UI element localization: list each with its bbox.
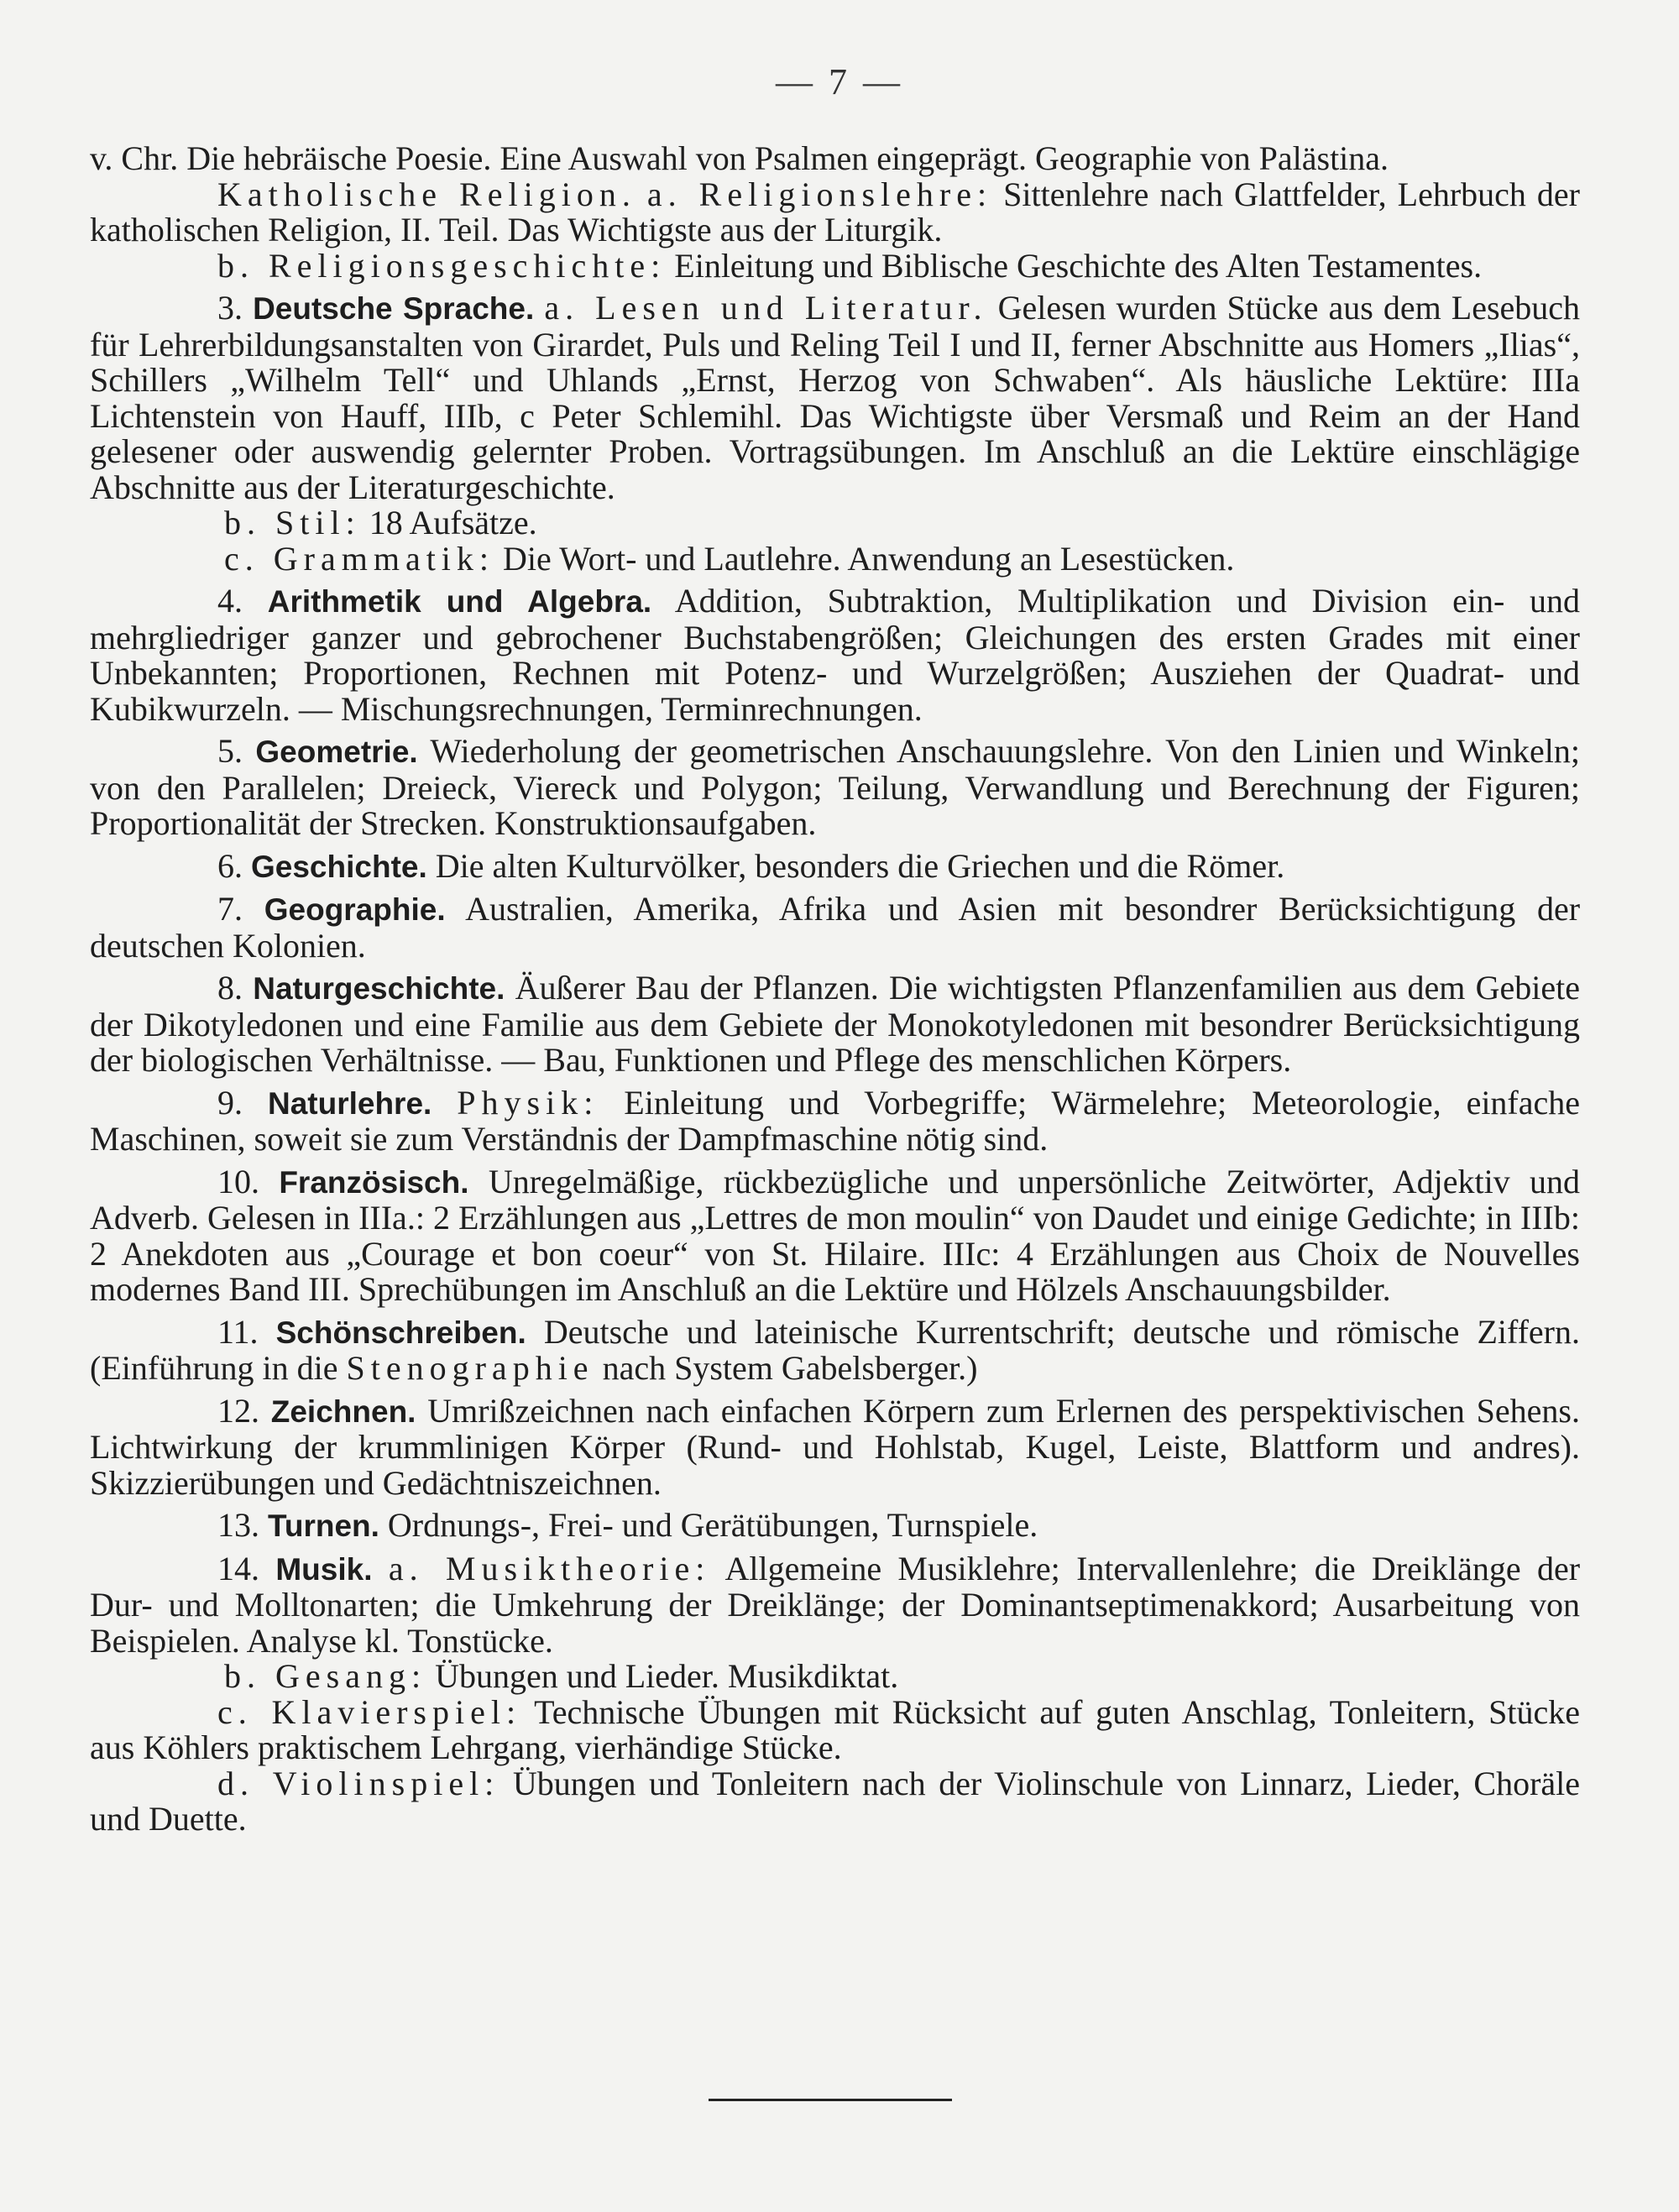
paragraph-text: Einleitung und Vorbegriffe; Wärmelehre; Meteorologie, einfache Maschinen, soweit sie zum Verständnis der Dampfmaschine nötig sind. (90, 1083, 1581, 1158)
section-zeichnen (90, 1391, 1581, 1502)
religion-text: v. Chr. Die hebräische Poesie. Eine Auswahl von Psalmen eingeprägt. Geographie von Palästina. (90, 139, 1389, 177)
paragraph-text: Äußerer Bau der Pflanzen. Die wichtigsten Pflanzenfamilien aus dem Gebiete der Dikotyledonen und eine Familie aus dem Gebiete der Monokotyledonen mit besondrer Berücksichtigung der biologischen Verhältnisse. — Bau, Funktionen und Pflege des menschlichen Körpers. (90, 969, 1581, 1079)
section-number: 11. (217, 1312, 259, 1351)
section-franzoesisch (90, 1164, 1580, 1308)
paragraph-text: 18 Aufsätze. (369, 504, 537, 541)
subheading: b. Stil: (224, 504, 361, 541)
deutsch-grammatik (90, 541, 1580, 578)
paragraph-text: Sittenlehre nach Glattfelder, Lehrbuch der katholischen Religion, II. Teil. Das Wichtigste aus der Liturgik. (90, 175, 1580, 248)
musik-gesang (90, 1659, 1580, 1695)
subheading: Physik: (457, 1083, 599, 1122)
paragraph-text: Technische Übungen mit Rücksicht auf guten Anschlag, Tonleitern, Stücke aus Köhlers praktischem Lehrgang, vierhändige Stücke. (90, 1692, 1581, 1766)
catholic-label: Katholische Religion. (217, 175, 636, 213)
paragraph-text: Die Wort- und Lautlehre. Anwendung an Lesestücken. (503, 539, 1235, 578)
paragraph-text: Umrißzeichnen nach einfachen Körpern zum Erlernen des perspektivischen Sehens. Lichtwirkung der krummlinigen Körper (Rund- und Hohlstab, Kugel, Leiste, Blattform und andres). Skizzierübungen und Gedächtniszeichnen. (90, 1391, 1581, 1502)
paragraph-text: Die alten Kulturvölker, besonders die Griechen und die Römer. (435, 846, 1285, 885)
subheading: c. Grammatik: (224, 539, 495, 578)
section-heading: Schönschreiben. (275, 1315, 526, 1350)
section-number: 8. (217, 969, 243, 1007)
section-musik (90, 1551, 1580, 1660)
deutsch-stil (90, 505, 1580, 541)
section-heading: Turnen. (268, 1509, 379, 1543)
religion-continuation (90, 141, 1580, 177)
section-number: 5. (217, 732, 243, 770)
section-arithmetik (90, 583, 1580, 727)
subheading: a. Musiktheorie: (388, 1549, 711, 1587)
section-number: 6. (217, 846, 243, 885)
paragraph-text: Addition, Subtraktion, Multiplikation und Division ein- und mehrgliedriger ganzer und gebrochener Buchstabengrößen; Gleichungen des ersten Grades mit einer Unbekannten; Proportionen, Rechnen mit Potenz- und Wurzelgrößen; Ausziehen der Quadrat- und Kubikwurzeln. — Mischungsrechnungen, Terminrechnungen. (90, 582, 1581, 728)
musik-violine (90, 1766, 1580, 1838)
paragraph-text: Australien, Amerika, Afrika und Asien mit besondrer Berücksichtigung der deutschen Kolonien. (90, 890, 1581, 965)
section-heading: Französisch. (279, 1164, 469, 1200)
paragraph-text: Einleitung und Biblische Geschichte des Alten Testamentes. (674, 246, 1483, 285)
section-heading: Arithmetik und Algebra. (267, 584, 652, 619)
subheading: a. Lesen und Literatur. (544, 289, 988, 327)
paragraph-text: Unregelmäßige, rückbezügliche und unpersönliche Zeitwörter, Adjektiv und Adverb. Gelesen in IIIa.: 2 Erzählungen aus „Lettres de mon moulin“ von Daudet und einige Gedichte; in IIIb: 2 Anekdoten aus „Courage et bon coeur“ von St. Hilaire. IIIc: 4 Erzählungen aus Choix de Nouvelles modernes Band III. Sprechübungen im Anschluß an die Lektüre und Hölzels Anschauungsbilder. (90, 1162, 1581, 1308)
section-heading: Geschichte. (251, 849, 427, 884)
paragraph-text: Allgemeine Musiklehre; Intervallenlehre; die Dreiklänge der Dur- und Molltonarten; die Umkehrung der Dreiklänge; der Dominantseptimenakkord; Ausarbeitung von Beispielen. Analyse kl. Tonstücke. (90, 1549, 1581, 1660)
section-turnen (90, 1508, 1580, 1545)
catholic-religion-b (90, 248, 1580, 285)
section-heading: Musik. (275, 1551, 373, 1587)
section-heading: Geographie. (264, 892, 446, 927)
section-geographie (90, 892, 1580, 964)
page-number: — 7 — (776, 61, 903, 102)
subheading: b. Gesang: (224, 1657, 427, 1695)
subheading: b. Religionsgeschichte: (217, 246, 667, 285)
section-number: 13. (217, 1506, 259, 1544)
catholic-religion-a (90, 177, 1580, 248)
section-geometrie (90, 734, 1580, 842)
spaced-term: Stenographie (346, 1349, 594, 1387)
section-naturlehre (90, 1085, 1580, 1158)
section-heading: Zeichnen. (270, 1394, 416, 1429)
subheading: a. Religionslehre: (646, 175, 993, 213)
section-number: 7. (217, 890, 243, 928)
section-number: 3. (217, 289, 243, 327)
section-number: 10. (217, 1162, 259, 1200)
page-body (90, 141, 1580, 1838)
section-number: 14. (217, 1549, 259, 1587)
paragraph-text: nach System Gabelsberger.) (602, 1349, 978, 1387)
paragraph-text: Deutsche und lateinische Kurrentschrift; deutsche und römische Ziffern. (Einführung in die (90, 1312, 1580, 1387)
section-schoenschreiben (90, 1312, 1580, 1387)
paragraph-text: Ordnungs-, Frei- und Gerätübungen, Turnspiele. (387, 1506, 1038, 1544)
section-geschichte (90, 846, 1580, 886)
subheading: d. Violinspiel: (217, 1764, 500, 1802)
paragraph-text: Übungen und Tonleitern nach der Violinschule von Linnarz, Lieder, Choräle und Duette. (90, 1764, 1581, 1838)
section-number: 4. (217, 582, 243, 620)
section-heading: Deutsche Sprache. (253, 291, 535, 326)
section-deutsche-sprache (90, 290, 1580, 505)
section-heading: Geometrie. (255, 735, 418, 769)
section-number: 12. (217, 1391, 259, 1430)
musik-klavier (90, 1692, 1581, 1766)
section-naturgeschichte (90, 970, 1580, 1079)
section-number: 9. (217, 1083, 243, 1122)
subheading: c. Klavierspiel: (217, 1692, 522, 1731)
section-heading: Naturgeschichte. (253, 971, 505, 1006)
section-heading: Naturlehre. (267, 1085, 432, 1121)
end-rule (709, 2099, 952, 2101)
paragraph-text: Übungen und Lieder. Musikdiktat. (435, 1657, 899, 1695)
paragraph-text: Gelesen wurden Stücke aus dem Lesebuch für Lehrerbildungsanstalten von Girardet, Puls und Reling Teil I und II, ferner Abschnitte aus Homers „Ilias“, Schillers „Wilhelm Tell“ und Uhlands „Ernst, Herzog von Schwaben“. Als häusliche Lektüre: IIIa Lichtenstein von Hauff, IIIb, c Peter Schlemihl. Das Wichtigste über Versmaß und Reim an der Hand gelesener oder auswendig gelernter Proben. Vortragsübungen. Im Anschluß an die Lektüre einschlägige Abschnitte aus der Literaturgeschichte. (90, 289, 1581, 506)
paragraph-text: Wiederholung der geometrischen Anschauungslehre. Von den Linien und Winkeln; von den Parallelen; Dreieck, Viereck und Polygon; Teilung, Verwandlung und Berechnung der Figuren; Proportionalität der Strecken. Konstruktionsaufgaben. (90, 732, 1581, 842)
